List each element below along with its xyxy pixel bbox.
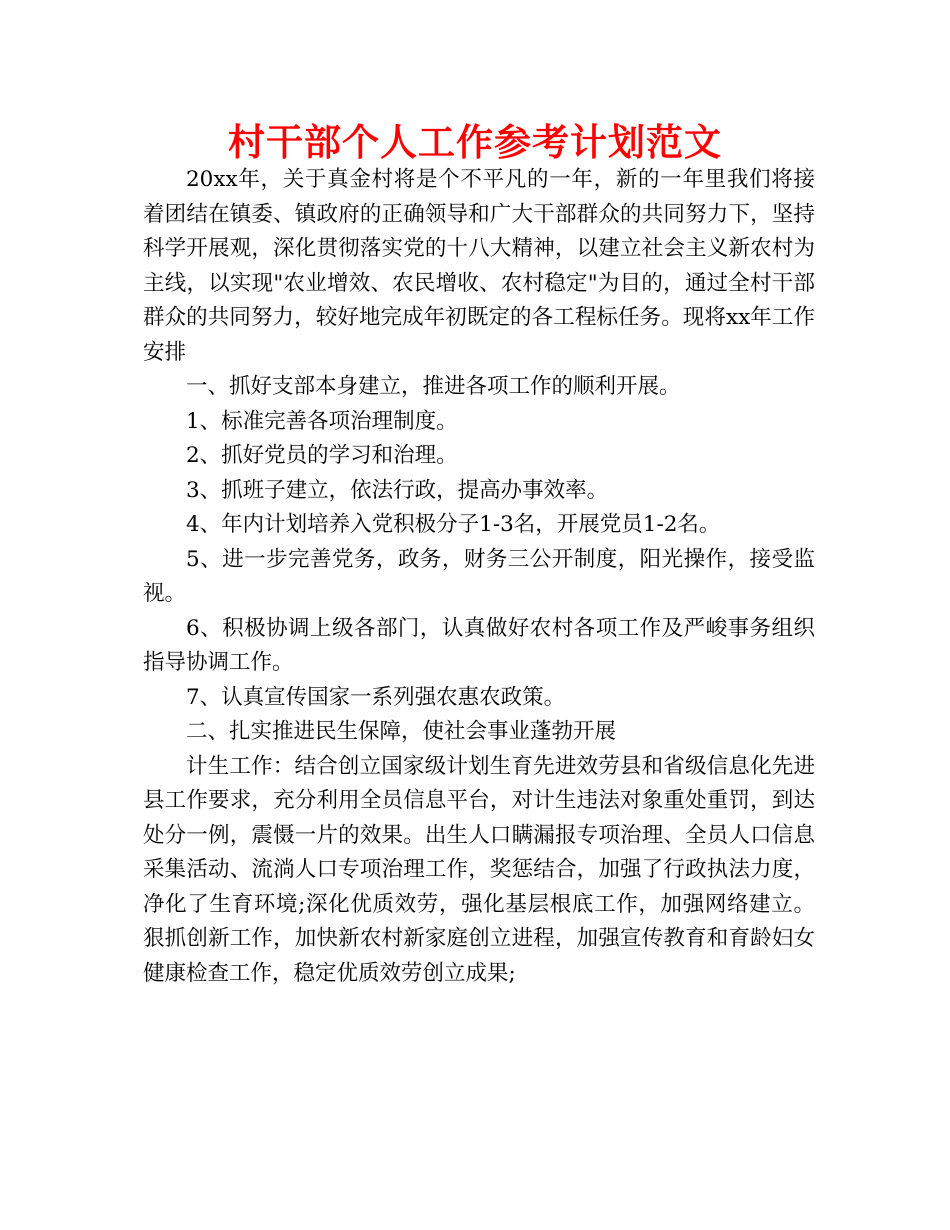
paragraph-intro: 20xx年，关于真金村将是个不平凡的一年，新的一年里我们将接着团结在镇委、镇政府的正确领导和广大干部群众的共同努力下，坚持科学开展观，深化贯彻落实党的十八大精神，以建立社会主义新农村为主线，以实现"农业增效、农民增收、农村稳定"为目的，通过全村干部群众的共同努力，较好地完成年初既定的各工程标任务。现将xx年工作安排 xyxy=(143,167,815,365)
section-heading-2: 二、扎实推进民生保障，使社会事业蓬勃开展 xyxy=(186,719,617,744)
list-item-6: 6、积极协调上级各部门，认真做好农村各项工作及严峻事务组织指导协调工作。 xyxy=(143,615,815,675)
list-item-2: 2、抓好党员的学习和治理。 xyxy=(186,443,458,468)
list-item-1: 1、标准完善各项治理制度。 xyxy=(186,408,458,434)
document-title: 村干部个人工作参考计划范文 xyxy=(228,121,722,164)
paragraph-family-planning: 计生工作：结合创立国家级计划生育先进效劳县和省级信息化先进县工作要求，充分利用全员信息平台，对计生违法对象重处重罚，到达处分一例，震慑一片的效果。出生人口瞒漏报专项治理、全员人口信息采集活动、流淌人口专项治理工作，奖惩结合，加强了行政执法力度，净化了生育环境;深化优质效劳，强化基层根底工作，加强网络建立。狠抓创新工作，加快新农村新家庭创立进程，加强宣传教育和育龄妇女健康检查工作，稳定优质效劳创立成果; xyxy=(143,753,815,986)
list-item-4: 4、年内计划培养入党积极分子1-3名，开展党员1-2名。 xyxy=(186,512,721,537)
list-item-3: 3、抓班子建立，依法行政，提高办事效率。 xyxy=(186,477,609,503)
list-item-5: 5、进一步完善党务，政务，财务三公开制度，阳光操作，接受监视。 xyxy=(143,546,815,606)
document-body xyxy=(143,163,815,991)
section-heading-1: 一、抓好支部本身建立，推进各项工作的顺利开展。 xyxy=(186,374,681,399)
list-item-7: 7、认真宣传国家一系列强农惠农政策。 xyxy=(186,684,566,710)
